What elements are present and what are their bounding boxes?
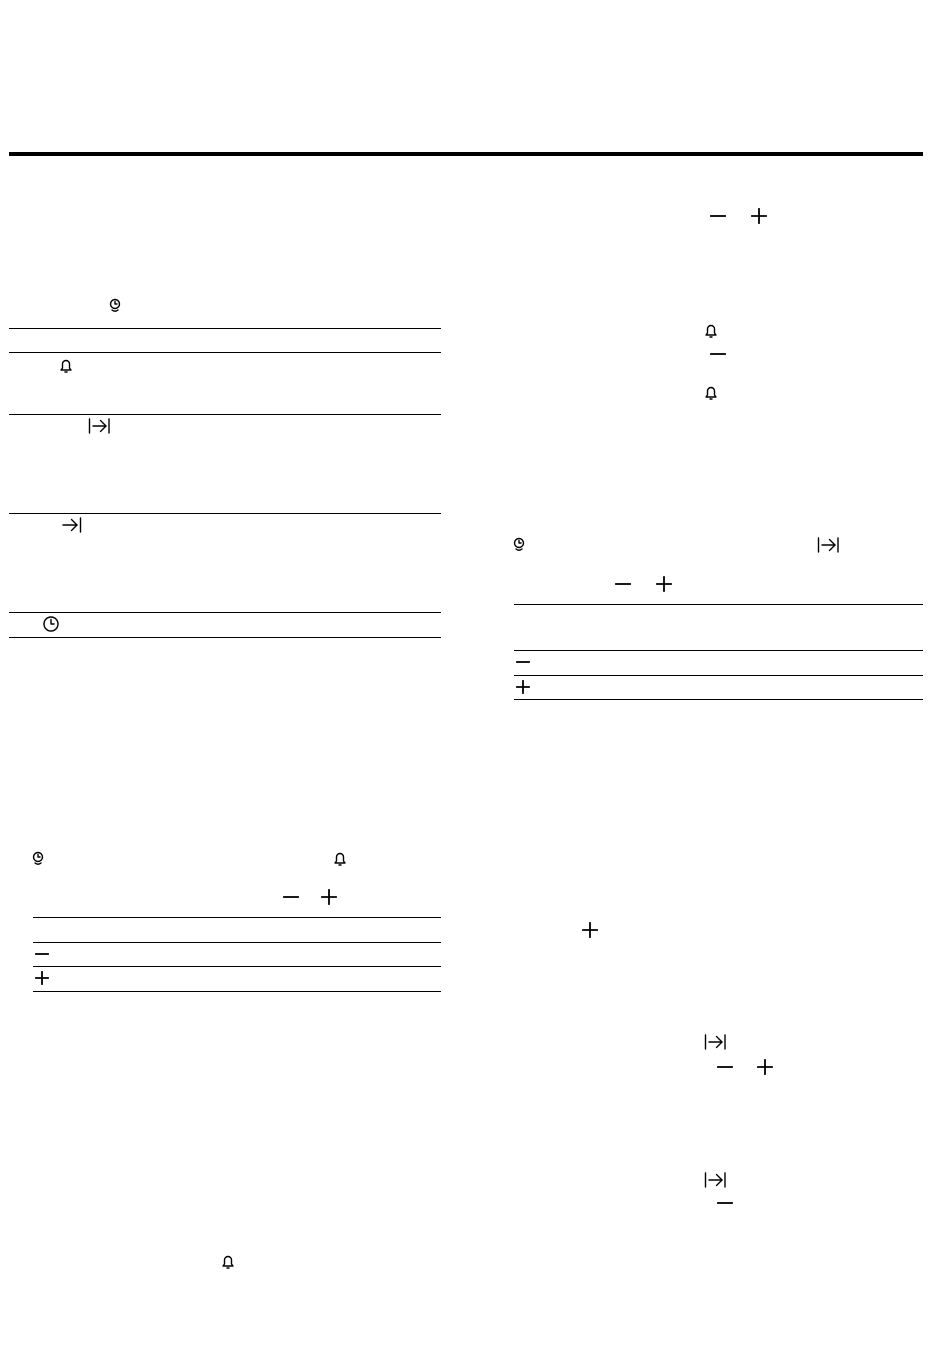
minus-icon <box>710 208 726 224</box>
header-rule <box>9 152 923 156</box>
plus-icon <box>516 680 530 694</box>
table-rule <box>33 917 441 918</box>
table-rule <box>9 513 441 514</box>
clock-icon <box>43 616 59 632</box>
plus-icon <box>35 971 49 985</box>
table-rule <box>9 352 441 353</box>
minus-icon <box>710 346 726 362</box>
table-rule <box>33 942 441 943</box>
table-rule <box>9 612 441 613</box>
table-rule <box>9 328 441 329</box>
table-rule <box>514 675 923 676</box>
plus-icon <box>582 922 598 938</box>
timer-menu-icon <box>109 298 121 314</box>
minus-icon <box>283 889 299 905</box>
duration-icon <box>817 537 839 553</box>
bell-icon <box>333 851 347 867</box>
plus-icon <box>321 889 337 905</box>
duration-icon <box>88 418 110 434</box>
table-rule <box>33 991 441 992</box>
end-time-icon <box>62 517 82 533</box>
table-rule <box>9 637 441 638</box>
bell-icon <box>221 1254 235 1270</box>
plus-icon <box>751 208 767 224</box>
minus-icon <box>35 947 49 961</box>
bell-icon <box>704 385 718 401</box>
bell-icon <box>704 323 718 339</box>
plus-icon <box>656 576 672 592</box>
table-rule <box>514 699 923 700</box>
table-rule <box>33 966 441 967</box>
plus-icon <box>757 1059 773 1075</box>
minus-icon <box>516 655 530 669</box>
minus-icon <box>717 1059 733 1075</box>
minus-icon <box>615 576 631 592</box>
minus-icon <box>717 1195 733 1211</box>
table-rule <box>514 650 923 651</box>
timer-menu-icon <box>513 537 525 553</box>
bell-icon <box>59 358 73 374</box>
table-rule <box>9 414 441 415</box>
duration-icon <box>704 1172 726 1188</box>
table-rule <box>514 604 923 605</box>
duration-icon <box>704 1034 726 1050</box>
timer-menu-icon <box>32 851 44 867</box>
